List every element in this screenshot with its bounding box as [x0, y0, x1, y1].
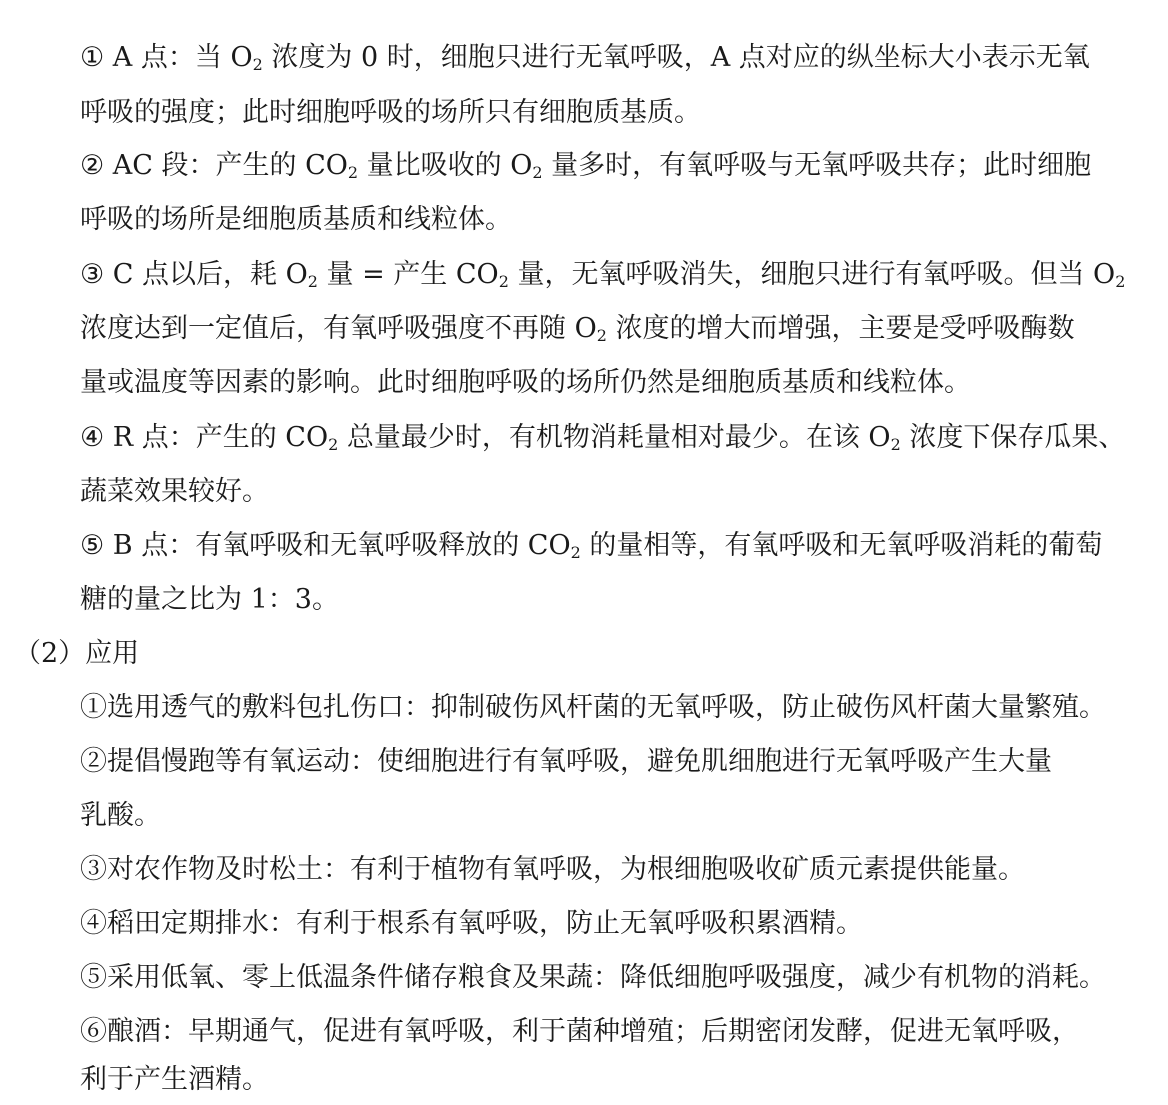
text-line: 呼吸的场所是细胞质基质和线粒体。 — [80, 204, 512, 235]
text-line: ② AC 段：产生的 $CO_2$ 量比吸收的 $O_2$ 量多时，有氧呼吸与无氧呼吸共存；此时细胞 — [80, 150, 1092, 182]
text-line: ⑤ B 点：有氧呼吸和无氧呼吸释放的 $CO_2$ 的量相等，有氧呼吸和无氧呼吸消耗的葡萄 — [80, 530, 1103, 562]
text-line: ④ R 点：产生的 $CO_2$ 总量最少时，有机物消耗量相对最少。在该 $O_2$ 浓度下保存瓜果、 — [80, 422, 1126, 454]
section-heading: （2）应用 — [14, 638, 140, 669]
text-line: 蔬菜效果较好。 — [80, 476, 269, 507]
text-line: 利于产生酒精。 — [80, 1064, 269, 1095]
text-line: 乳酸。 — [80, 800, 161, 831]
text-line: 呼吸的强度；此时细胞呼吸的场所只有细胞质基质。 — [80, 97, 701, 128]
text-line: ⑤采用低氧、零上低温条件储存粮食及果蔬：降低细胞呼吸强度，减少有机物的消耗。 — [80, 962, 1106, 993]
text-line: 糖的量之比为 1：3。 — [80, 584, 339, 615]
text-line: ④稻田定期排水：有利于根系有氧呼吸，防止无氧呼吸积累酒精。 — [80, 908, 863, 939]
text-line: ⑥酿酒：早期通气，促进有氧呼吸，利于菌种增殖；后期密闭发酵，促进无氧呼吸， — [80, 1016, 1079, 1047]
text-line: 量或温度等因素的影响。此时细胞呼吸的场所仍然是细胞质基质和线粒体。 — [80, 367, 971, 398]
text-line: ① A 点：当 $O_2$ 浓度为 0 时，细胞只进行无氧呼吸，A 点对应的纵坐标大小表示无氧 — [80, 42, 1090, 74]
text-line: ②提倡慢跑等有氧运动：使细胞进行有氧呼吸，避免肌细胞进行无氧呼吸产生大量 — [80, 746, 1052, 777]
text-line: ③ C 点以后，耗 $O_2$ 量 = 产生 $CO_2$ 量，无氧呼吸消失，细胞只进行有氧呼吸。但当 $O_2$ — [80, 259, 1126, 291]
text-line: ③对农作物及时松土：有利于植物有氧呼吸，为根细胞吸收矿质元素提供能量。 — [80, 854, 1025, 885]
text-line: ①选用透气的敷料包扎伤口：抑制破伤风杆菌的无氧呼吸，防止破伤风杆菌大量繁殖。 — [80, 692, 1106, 723]
text-line: 浓度达到一定值后，有氧呼吸强度不再随 $O_2$ 浓度的增大而增强，主要是受呼吸酶数 — [80, 313, 1075, 345]
